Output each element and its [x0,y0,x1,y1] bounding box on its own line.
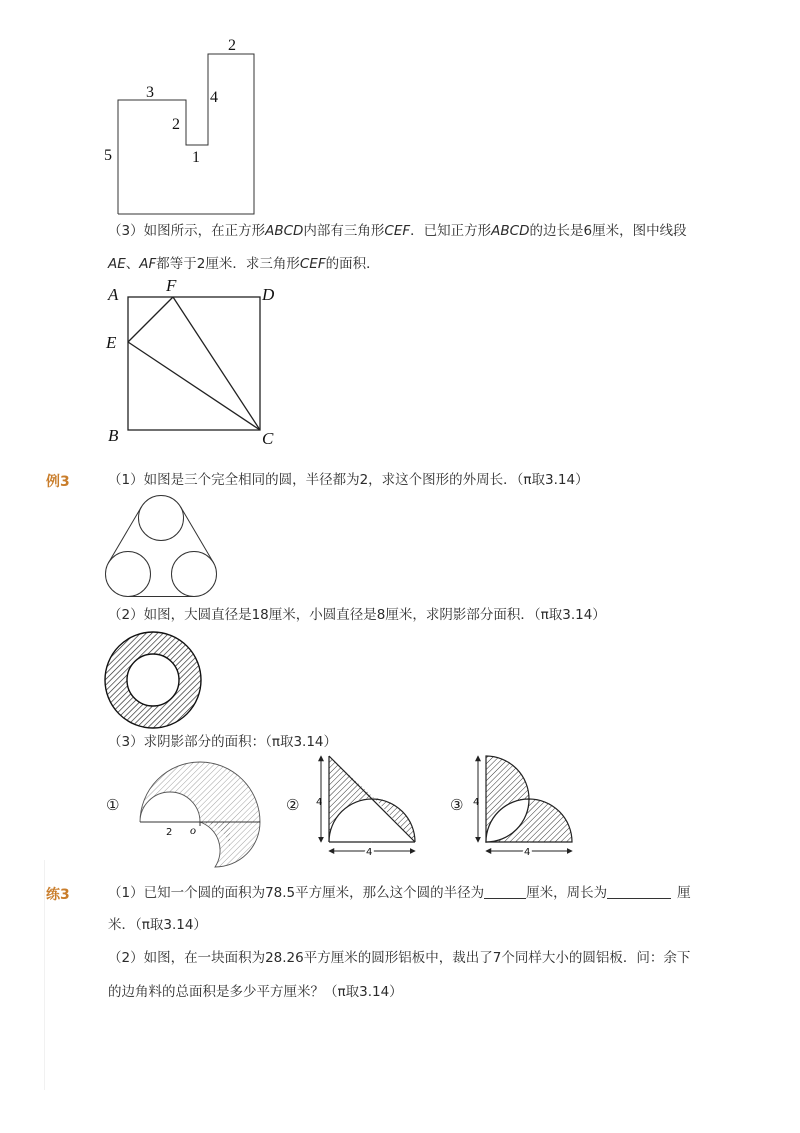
ex3-q1: （1）如图是三个完全相同的圆，半径都为2，求这个图形的外周长．（π取3.14） [108,472,589,488]
dim-1: 1 [192,149,200,166]
fig2-width: 4 [366,847,373,858]
fig1-center-o: o [190,823,196,837]
dim-2-inner: 2 [172,116,180,133]
pr3-q1-line2: 米．（π取3.14） [108,917,207,933]
pr3-q1-line1: （1）已知一个圆的面积为78.5平方厘米，那么这个圆的半径为 厘米，周长为 厘 [108,885,691,901]
vertex-E: E [106,333,117,352]
fig3-number: ③ [450,796,464,814]
left-margin-rule [44,860,45,1090]
fig3-width: 4 [524,847,531,858]
practice-3-label: 练3 [46,887,70,903]
dim-top-2: 2 [228,37,236,54]
dim-4: 4 [210,89,218,106]
circumference-answer-blank[interactable] [607,884,671,899]
q3-line1: （3）如图所示，在正方形ABCD内部有三角形CEF．已知正方形ABCD的边长是6厘米，图中线段 [108,223,687,239]
dim-3: 3 [146,84,154,101]
square-triangle-figure [100,276,290,451]
example-3-label: 例3 [46,474,70,490]
vertex-A: A [108,285,119,304]
ex3-q3: （3）求阴影部分的面积：（π取3.14） [108,734,338,750]
dim-5: 5 [104,147,112,164]
fig3-height: 4 [473,797,480,808]
shaded-regions-figures [96,752,596,862]
ex3-q2: （2）如图，大圆直径是18厘米，小圆直径是8厘米，求阴影部分面积．（π取3.14） [108,607,606,623]
fig2-height: 4 [316,797,323,808]
annulus-figure [100,628,210,734]
pr3-q2-line2: 的边角料的总面积是多少平方厘米？（π取3.14） [108,984,403,1000]
pr3-q2-line1: （2）如图，在一块面积为28.26平方厘米的圆形铝板中，裁出了7个同样大小的圆铝板．问：余下 [108,950,691,966]
vertex-C: C [262,429,274,448]
three-circles-figure [100,492,230,604]
radius-answer-blank[interactable] [484,884,526,899]
vertex-F: F [166,276,177,295]
fig2-number: ② [286,796,300,814]
fig1-number: ① [106,796,120,814]
vertex-D: D [262,285,275,304]
stair-shape-figure [100,30,270,220]
fig1-radius: 2 [166,827,173,838]
q3-line2: AE、AF都等于2厘米．求三角形CEF的面积． [108,256,380,272]
vertex-B: B [108,426,119,445]
